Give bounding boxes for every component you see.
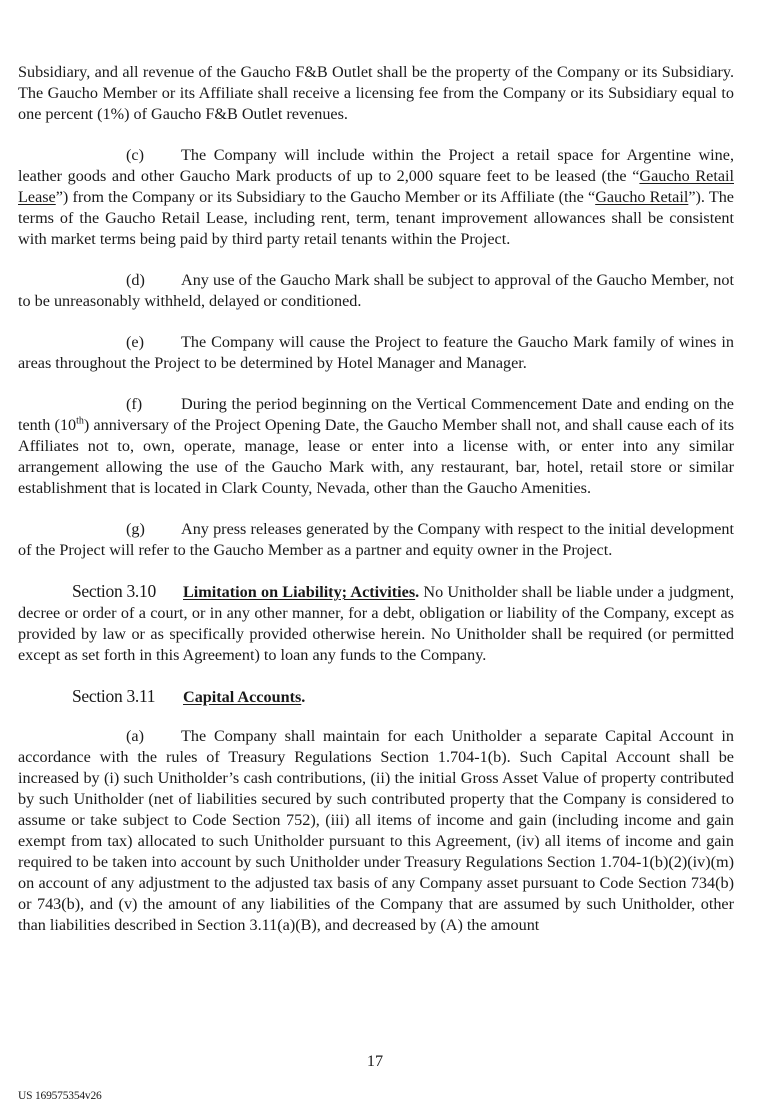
- section-title: Limitation on Liability; Activities: [183, 583, 416, 601]
- paragraph-text: The Company will include within the Project a retail space for Argentine wine, leather goods and other Gaucho Mark products of up to 2,000 square feet to be leased (the “: [18, 146, 734, 185]
- document-page: [18, 62, 734, 936]
- capital-accounts-paragraph-a: [18, 726, 734, 936]
- section-number: Section 3.11: [72, 686, 156, 706]
- paragraph-text: ”). The terms of the Gaucho Retail Lease, including rent, term, tenant improvement allowances shall be consistent with market terms being paid by third party retail tenants within the Project.: [18, 188, 734, 248]
- paragraph-e: [18, 332, 734, 374]
- paragraph-text: The Company will cause the Project to feature the Gaucho Mark family of wines in areas throughout the Project to be determined by Hotel Manager and Manager.: [18, 333, 734, 372]
- paragraph-marker: (f): [126, 395, 143, 413]
- paragraph-text: Any press releases generated by the Company with respect to the initial development of the Project will refer to the Gaucho Member as a partner and equity owner in the Project.: [18, 520, 734, 559]
- continuation-text: Subsidiary, and all revenue of the Gaucho F&B Outlet shall be the property of the Company or its Subsidiary. The Gaucho Member or its Affiliate shall receive a licensing fee from the Company or its Subsidiary equal to one percent (1%) of Gaucho F&B Outlet revenues.: [18, 63, 734, 123]
- page-number: 17: [366, 1052, 384, 1070]
- section-3-11-heading: [18, 686, 734, 708]
- paragraph-marker: (d): [126, 271, 145, 289]
- defined-term-gaucho-retail: Gaucho Retail: [595, 188, 689, 206]
- defined-term-gaucho-retail-lease: Gaucho Retail Lease: [18, 167, 734, 206]
- paragraph-marker: (a): [126, 727, 144, 745]
- paragraph-text: The Company shall maintain for each Unitholder a separate Capital Account in accordance with the rules of Treasury Regulations Section 1.704-1(b). Such Capital Account shall be increased by (i) such Unitholder’s cash contributions, (ii) the initial Gross Asset Value of property contributed by such Unitholder (net of liabilities secured by such contributed property that the Company is considered to assume or take subject to Code Section 752), (iii) all items of income and gain (including income and gain exempt from tax) allocated to such Unitholder pursuant to this Agreement, (iv) all items of income and gain required to be taken into account by such Unitholder under Treasury Regulations Section 1.704-1(b)(2)(iv)(m) on account of any adjustment to the adjusted tax basis of any Company asset pursuant to Code Section 734(b) or 743(b), and (v) the amount of any liabilities of the Company that are assumed by such Unitholder, other than liabilities described in Section 3.11(a)(B), and decreased by (A) the amount: [18, 727, 734, 934]
- paragraph-text: ) anniversary of the Project Opening Date, the Gaucho Member shall not, and shall cause each of its Affiliates not to, own, operate, manage, lease or enter into a license with, or enter into any similar arrangement allowing the use of the Gaucho Mark with, any restaurant, bar, hotel, retail store or similar establishment that is located in Clark County, Nevada, other than the Gaucho Amenities.: [18, 416, 734, 497]
- section-text: No Unitholder shall be liable under a judgment, decree or order of a court, or in any other manner, for a debt, obligation or liability of the Company, except as provided by law or as specifically provided otherwise herein. No Unitholder shall be required (or permitted except as set forth in this Agreement) to loan any funds to the Company.: [18, 583, 734, 664]
- paragraph-text: During the period beginning on the Vertical Commencement Date and ending on the tenth (10: [18, 395, 734, 434]
- paragraph-text: Any use of the Gaucho Mark shall be subject to approval of the Gaucho Member, not to be unreasonably withheld, delayed or conditioned.: [18, 271, 734, 310]
- section-title-punct: .: [415, 583, 420, 601]
- section-number: Section 3.10: [72, 581, 156, 601]
- continuation-paragraph: [18, 62, 734, 125]
- paragraph-c: [18, 145, 734, 250]
- paragraph-marker: (e): [126, 333, 144, 351]
- section-title: Capital Accounts: [183, 688, 302, 706]
- paragraph-marker: (c): [126, 146, 144, 164]
- paragraph-marker: (g): [126, 520, 145, 538]
- paragraph-text: ”) from the Company or its Subsidiary to the Gaucho Member or its Affiliate (the “: [55, 188, 596, 206]
- paragraph-g: [18, 519, 734, 561]
- section-title-punct: .: [301, 688, 306, 706]
- document-id: US 169575354v26: [18, 1090, 102, 1102]
- paragraph-d: [18, 270, 734, 312]
- section-3-10: [18, 581, 734, 666]
- paragraph-f: [18, 394, 734, 499]
- ordinal-superscript: th: [76, 415, 84, 427]
